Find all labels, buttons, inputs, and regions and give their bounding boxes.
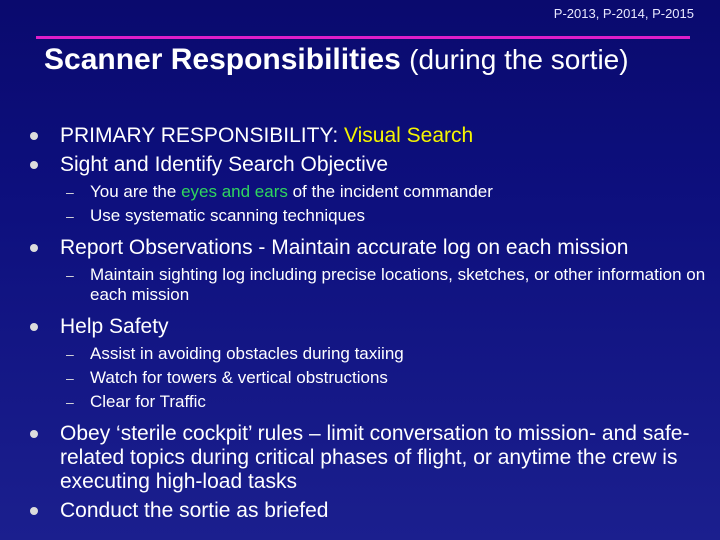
bullet-sterile-cockpit bbox=[30, 422, 710, 494]
bullet-conduct-sortie bbox=[30, 499, 710, 523]
sub-bullet-text: Maintain sighting log including precise locations, sketches, or other information on each mission bbox=[90, 265, 706, 304]
sub-bullet-text: Clear for Traffic bbox=[90, 392, 206, 411]
bullet-dot-icon bbox=[30, 323, 38, 331]
bullet-report-observations bbox=[30, 236, 710, 260]
bullet-primary-responsibility bbox=[30, 124, 710, 148]
bullet-text: Help Safety bbox=[60, 315, 169, 338]
bullet-dot-icon bbox=[30, 132, 38, 140]
sub-bullet-text: of the incident commander bbox=[287, 182, 493, 201]
bullet-dot-icon bbox=[30, 161, 38, 169]
bullet-text: PRIMARY RESPONSIBILITY: bbox=[60, 124, 344, 147]
bullet-dot-icon bbox=[30, 507, 38, 515]
slide-title bbox=[44, 40, 684, 80]
sub-bullet-highlight: eyes and ears bbox=[181, 182, 288, 201]
sub-bullet-traffic bbox=[30, 392, 710, 412]
dash-icon: – bbox=[66, 346, 74, 362]
sub-bullet-scanning bbox=[30, 206, 710, 226]
bullet-highlight: Visual Search bbox=[343, 124, 474, 147]
bullet-dot-icon bbox=[30, 244, 38, 252]
bullet-sight-identify bbox=[30, 153, 710, 177]
slide-identifier: P-2013, P-2014, P-2015 bbox=[553, 6, 694, 21]
sub-bullet-text: Assist in avoiding obstacles during taxiing bbox=[90, 344, 404, 363]
dash-icon: – bbox=[66, 370, 74, 386]
dash-icon: – bbox=[66, 184, 74, 200]
bullet-text: Conduct the sortie as briefed bbox=[60, 499, 329, 522]
dash-icon: – bbox=[66, 208, 74, 224]
sub-bullet-eyes-ears bbox=[30, 182, 710, 202]
bullet-list bbox=[30, 124, 710, 528]
sub-bullet-towers bbox=[30, 368, 710, 388]
bullet-text: Obey ‘sterile cockpit’ rules – limit conversation to mission- and safe-related topics during critical phases of flight, or anytime the crew is executing high-load tasks bbox=[60, 422, 690, 493]
sub-bullet-sighting-log bbox=[30, 265, 710, 305]
bullet-help-safety bbox=[30, 315, 710, 339]
title-rest: (during the sortie) bbox=[409, 44, 629, 75]
sub-bullet-text: Use systematic scanning techniques bbox=[90, 206, 365, 225]
title-main: Scanner Responsibilities bbox=[44, 43, 401, 76]
bullet-dot-icon bbox=[30, 430, 38, 438]
dash-icon: – bbox=[66, 267, 74, 283]
sub-bullet-text: Watch for towers & vertical obstructions bbox=[90, 368, 388, 387]
bullet-text: Report Observations - Maintain accurate log on each mission bbox=[60, 236, 629, 259]
title-rule bbox=[36, 36, 690, 39]
sub-bullet-obstacles bbox=[30, 344, 710, 364]
dash-icon: – bbox=[66, 394, 74, 410]
bullet-text: Sight and Identify Search Objective bbox=[60, 153, 389, 176]
sub-bullet-text: You are the bbox=[90, 182, 182, 201]
